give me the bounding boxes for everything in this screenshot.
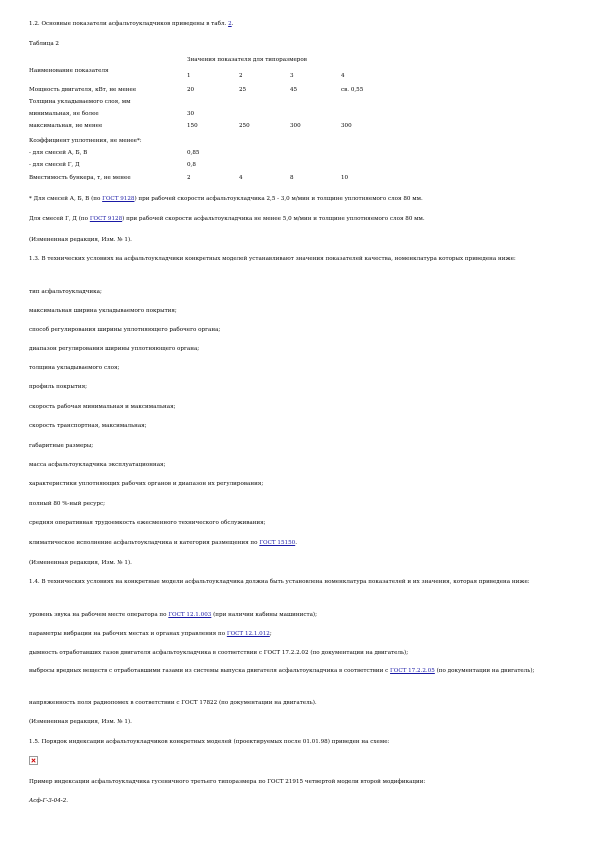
list-item: профиль покрытия;: [29, 384, 88, 390]
table-cell: 250: [239, 123, 250, 129]
gost-17-2-2-05-link[interactable]: ГОСТ 17.2.2.05: [390, 668, 435, 674]
revision-note: (Измененная редакция, Изм. № 1).: [29, 560, 132, 566]
gost-15150-link[interactable]: ГОСТ 15150: [259, 540, 296, 546]
paragraph-1-3: 1.3. В технических условиях на асфальтоукладчики конкретных моделей устанавливают значения показателей качества, номенклатура которых приведена ниже:: [29, 256, 516, 262]
example-text: Пример индексации асфальтоукладчика гусеничного третьего типоразмера по ГОСТ 21915 четвертой модели второй модификации:: [29, 779, 426, 785]
revision-note: (Измененная редакция, Изм. № 1).: [29, 719, 132, 725]
radio-item: напряженность поля радиопомех в соответствии с ГОСТ 17822 (по документации на двигатель).: [29, 700, 317, 706]
paragraph-1-4: 1.4. В технических условиях на конкретные модели асфальтоукладчика должна быть установлена номенклатура показателей и их значения, которая приведена ниже:: [29, 579, 530, 585]
gost-9128-link[interactable]: ГОСТ 9128: [89, 216, 123, 222]
footnote-gd: Для смесей Г, Д (по ГОСТ 9128) при рабочей скорости асфальтоукладчика не менее 5,0 м/мин и толщине уплотняемого слоя 80 мм.: [29, 216, 425, 222]
table-cell: 8: [290, 175, 294, 181]
table-row-label: минимальная, не более: [29, 111, 99, 117]
table-header-size: 3: [290, 73, 294, 79]
table-row-label: максимальная, не менее: [29, 123, 103, 129]
table-header-size: 1: [187, 73, 191, 79]
table-header-size: 4: [341, 73, 345, 79]
table-row-label: - для смесей Г, Д: [29, 162, 80, 168]
paragraph-1-2: 1.2. Основные показатели асфальтоукладчиков приведены в табл. 2.: [29, 21, 234, 27]
list-item: габаритные размеры;: [29, 443, 94, 449]
table-caption: Таблица 2: [29, 41, 59, 47]
broken-image-icon[interactable]: [29, 756, 38, 765]
list-item: средняя оперативная трудоемкость ежесменного технического обслуживания;: [29, 520, 266, 526]
gost-12-1-012-link[interactable]: ГОСТ 12.1.012: [226, 631, 270, 637]
paragraph-text: 1.2. Основные показатели асфальтоукладчиков приведены в табл.: [29, 21, 227, 27]
table-cell: 300: [341, 123, 352, 129]
table-cell: 4: [239, 175, 243, 181]
table-cell: 0,85: [187, 150, 200, 156]
table-row-label: Толщина укладываемого слоя, мм: [29, 99, 131, 105]
vibration-item: параметры вибрации на рабочих местах и органах управления по ГОСТ 12.1.012;: [29, 631, 272, 637]
list-item: диапазон регулирования ширины уплотняющего органа;: [29, 346, 200, 352]
table-cell: 20: [187, 87, 195, 93]
table-cell: 150: [187, 123, 198, 129]
table-cell: 45: [290, 87, 298, 93]
smoke-item: дымность отработавших газов двигателя асфальтоукладчика в соответствии с ГОСТ 17.2.2.02 (по документации на двигатель);: [29, 650, 409, 656]
table-row-label: Коэффициент уплотнения, не менее*:: [29, 138, 142, 144]
table-cell: 25: [239, 87, 247, 93]
revision-note: (Измененная редакция, Изм. № 1).: [29, 237, 132, 243]
climate-item: климатическое исполнение асфальтоукладчика и категория размещения по ГОСТ 15150.: [29, 540, 297, 546]
noise-item: уровень звука на рабочем месте оператора по ГОСТ 12.1.003 (при наличии кабины машиниста);: [29, 612, 317, 618]
table-header-group: Значения показателя для типоразмеров: [187, 57, 307, 63]
list-item: полный 80 %-ный ресурс;: [29, 501, 106, 507]
table-cell: 10: [341, 175, 349, 181]
table-cell: св. 0,55: [341, 87, 364, 93]
list-item: толщина укладываемого слоя;: [29, 365, 120, 371]
table-row-label: Вместимость бункера, т, не менее: [29, 175, 131, 181]
table-header-name: Наименование показателя: [29, 68, 109, 74]
list-item: характеристики уплотняющих рабочих органов и диапазон их регулирования;: [29, 481, 264, 487]
footnote-abv: * Для смесей А, Б, В (по ГОСТ 9128) при рабочей скорости асфальтоукладчика 2,5 - 3,0 м/мин и толщине уплотняемого слоя 80 мм.: [29, 196, 423, 202]
list-item: скорость рабочая минимальная и максимальная;: [29, 404, 176, 410]
table-cell: 2: [187, 175, 191, 181]
table-row-label: Мощность двигателя, кВт, не менее: [29, 87, 137, 93]
gost-12-1-003-link[interactable]: ГОСТ 12.1.003: [168, 612, 212, 618]
index-example: Асф-Г-3-04-2.: [29, 798, 69, 804]
table-cell: 30: [187, 111, 195, 117]
emissions-item: выбросы вредных веществ с отработавшими газами из системы выпуска двигателя асфальтоукладчика в соответствии с ГОСТ 17.2.2.05 (по документации на двигатель);: [29, 668, 535, 674]
list-item: масса асфальтоукладчика эксплуатационная;: [29, 462, 166, 468]
gost-9128-link[interactable]: ГОСТ 9128: [102, 196, 135, 202]
paragraph-1-5: 1.5. Порядок индексации асфальтоукладчиков конкретных моделей (проектируемых после 01.01.98) приведен на схеме:: [29, 739, 390, 745]
table-cell: 0,8: [187, 162, 196, 168]
list-item: тип асфальтоукладчика;: [29, 289, 102, 295]
table-row-label: - для смесей А, Б, В: [29, 150, 88, 156]
list-item: скорость транспортная, максимальная;: [29, 423, 147, 429]
list-item: способ регулирования ширины уплотняющего рабочего органа;: [29, 327, 221, 333]
table-2-link[interactable]: 2: [228, 21, 232, 27]
list-item: максимальная ширина укладываемого покрытия;: [29, 308, 177, 314]
table-header-size: 2: [239, 73, 243, 79]
table-cell: 300: [290, 123, 301, 129]
